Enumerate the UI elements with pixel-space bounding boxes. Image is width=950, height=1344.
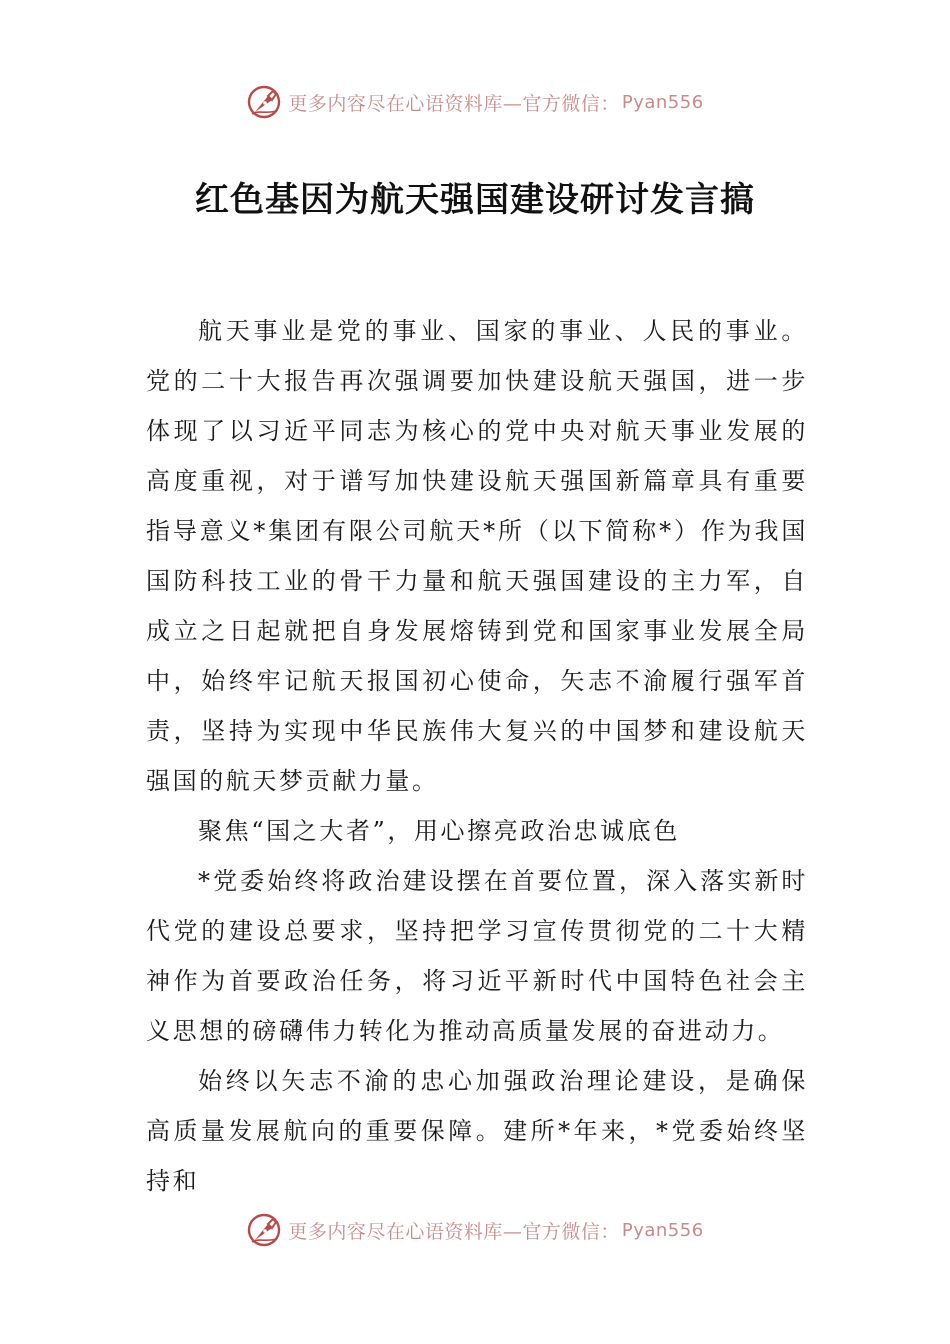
body-paragraph: 航天事业是党的事业、国家的事业、人民的事业。党的二十大报告再次强调要加快建设航天强国，进一步体现了以习近平同志为核心的党中央对航天事业发展的高度重视，对于谱写加快建设航天强国新篇章具有重要指导意义*集团有限公司航天*所（以下简称*）作为我国国防科技工业的骨干力量和航天强国建设的主力军，自成立之日起就把自身发展熔铸到党和国家事业发展全局中，始终牢记航天报国初心使命，矢志不渝履行强军首责，坚持为实现中华民族伟大复兴的中国梦和建设航天强国的航天梦贡献力量。 bbox=[146, 317, 808, 795]
wechat-id: Pyan556 bbox=[621, 91, 704, 113]
pen-nib-icon bbox=[246, 1212, 282, 1248]
body-paragraph: 始终以矢志不渝的忠心加强政治理论建设，是确保高质量发展航向的重要保障。建所*年来，*党委始终坚持和 bbox=[146, 1067, 808, 1195]
banner-text: 更多内容尽在心语资料库—官方微信： bbox=[288, 1220, 620, 1243]
header-banner bbox=[0, 80, 950, 124]
document-body bbox=[146, 306, 808, 1206]
body-paragraph: *党委始终将政治建设摆在首要位置，深入落实新时代党的建设总要求，坚持把学习宣传贯彻党的二十大精神作为首要政治任务，将习近平新时代中国特色社会主义思想的磅礴伟力转化为推动高质量发展的奋进动力。 bbox=[146, 867, 808, 1045]
section-heading: 聚焦“国之大者”，用心擦亮政治忠诚底色 bbox=[198, 817, 680, 845]
pen-nib-icon bbox=[246, 84, 282, 120]
banner-text: 更多内容尽在心语资料库—官方微信： bbox=[288, 92, 620, 115]
footer-banner bbox=[0, 1208, 950, 1252]
wechat-id: Pyan556 bbox=[621, 1219, 704, 1241]
document-title: 红色基因为航天强国建设研讨发言搞 bbox=[195, 180, 755, 220]
